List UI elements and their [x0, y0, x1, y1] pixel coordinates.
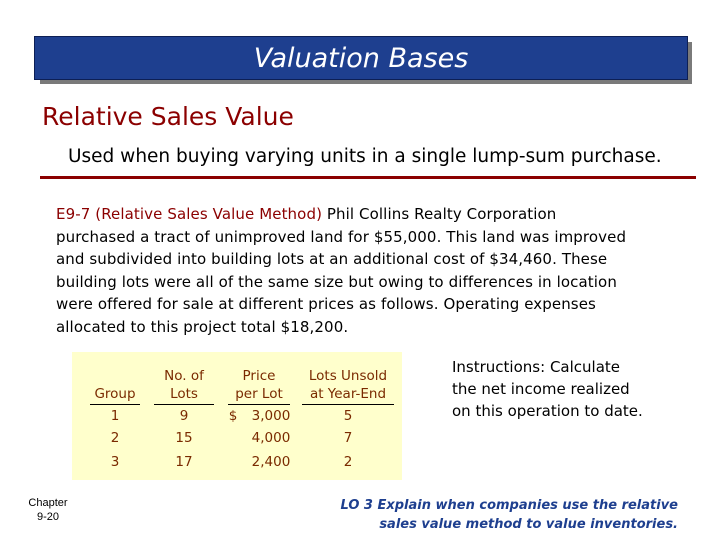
instructions-line-3: on this operation to date. — [452, 402, 643, 420]
table-cell-unsold: 2 — [343, 454, 353, 470]
instructions — [452, 356, 692, 422]
chapter-label — [18, 496, 78, 524]
problem-lead: E9-7 (Relative Sales Value Method) — [56, 205, 323, 223]
table-cell-unsold: 7 — [343, 430, 353, 446]
learning-objective-line-2: sales value method to value inventories. — [379, 517, 678, 532]
instructions-text-1: Calculate — [549, 358, 620, 376]
section-subheading: Used when buying varying units in a single lump-sum purchase. — [68, 146, 662, 167]
table-cell-group: 1 — [110, 408, 120, 424]
table-cell-price: 4,000 — [251, 430, 291, 446]
learning-objective — [300, 496, 678, 534]
table-cell-unsold: 5 — [343, 408, 353, 424]
problem-line-6: allocated to this project total $18,200. — [56, 317, 349, 336]
problem-line-5: were offered for sale at different prices as follows. Operating expenses — [56, 295, 596, 313]
table-cell-lots: 9 — [179, 408, 189, 424]
divider-rule — [40, 176, 696, 179]
header-lots-line-2: Lots — [170, 386, 198, 402]
title-bar — [34, 36, 688, 80]
currency-symbol: $ — [228, 408, 238, 424]
problem-line-3: and subdivided into building lots at an additional cost of $34,460. These — [56, 250, 608, 268]
header-unsold — [302, 367, 394, 405]
header-unsold-line-1: Lots Unsold — [308, 368, 388, 384]
instructions-label: Instructions: — [452, 358, 546, 376]
table-cell-group: 3 — [110, 454, 120, 470]
slide-title: Valuation Bases — [253, 42, 469, 74]
header-lots-line-1: No. of — [164, 368, 204, 384]
header-unsold-line-2: at Year-End — [309, 386, 387, 402]
table-cell-group: 2 — [110, 430, 120, 446]
problem-line-1-text: Phil Collins Realty Corporation — [326, 205, 557, 223]
problem-line-2: purchased a tract of unimproved land for $55,000. This land was improved — [56, 227, 627, 246]
header-group: Group — [90, 385, 140, 405]
learning-objective-line-1: LO 3 Explain when companies use the relative — [340, 498, 678, 513]
header-price-line-1: Price — [242, 368, 276, 384]
chapter-label-text: Chapter — [28, 497, 68, 509]
table-cell-price: 3,000 — [251, 408, 291, 424]
header-lots — [154, 367, 214, 405]
header-price-line-2: per Lot — [235, 386, 283, 402]
problem-line-1 — [56, 203, 696, 226]
chapter-number: 9-20 — [36, 511, 60, 523]
table-cell-lots: 15 — [175, 430, 193, 446]
instructions-line-2: the net income realized — [452, 380, 630, 398]
table-cell-lots: 17 — [175, 454, 193, 470]
lot-price-table — [72, 352, 402, 480]
instructions-line-1 — [452, 356, 692, 378]
problem-line-4: building lots were all of the same size but owing to differences in location — [56, 272, 617, 291]
problem-text — [56, 203, 696, 338]
table-cell-price: 2,400 — [251, 454, 291, 470]
header-price — [228, 367, 290, 405]
section-heading: Relative Sales Value — [42, 102, 294, 131]
